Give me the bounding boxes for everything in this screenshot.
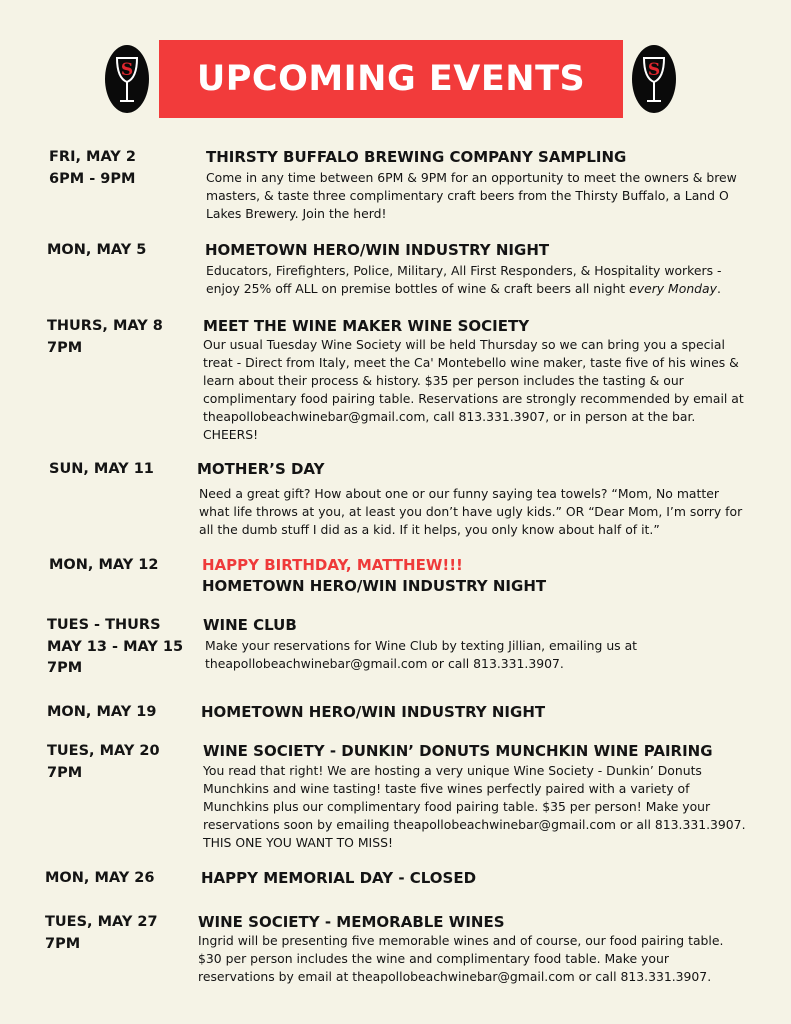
title-banner — [159, 40, 623, 118]
event-date: TUES - THURS MAY 13 - MAY 15 7PM — [47, 617, 184, 676]
event-title: HOMETOWN HERO/WIN INDUSTRY NIGHT — [202, 577, 547, 595]
event-title: HOMETOWN HERO/WIN INDUSTRY NIGHT — [205, 241, 550, 259]
description-text: Educators, Firefighters, Police, Military, All First Responders, & Hospitality workers - enjoy 25% off ALL on premise bottles of wine & craft beers all night — [206, 263, 722, 296]
description-end: . — [716, 281, 721, 296]
event-description: Make your reservations for Wine Club by texting Jillian, emailing us at theapollobeachwinebar@gmail.com or call 813.331.3907. — [205, 638, 638, 671]
event-title: HAPPY MEMORIAL DAY - CLOSED — [201, 869, 477, 887]
page-title: UPCOMING EVENTS — [196, 59, 586, 99]
event-description: Need a great gift? How about one or our funny saying tea towels? “Mom, No matter what life throws at you, at least you don’t have ugly kids.” OR “Dear Mom, I’m sorry for all the dumb stuff I did as a kid. If it helps, you only know about half of it.” — [199, 486, 743, 537]
event-description: You read that right! We are hosting a very unique Wine Society - Dunkin’ Donuts Munchkins and wine tasting! taste five wines perfectly paired with a variety of Munchkins plus our complimentary food pairing table. $35 per person! Make your reservations soon by emailing theapollobeachwinebar@gmail.com or all 813.331.3907. THIS ONE YOU WANT TO MISS! — [203, 763, 746, 850]
event-date: TUES, MAY 20 7PM — [47, 743, 160, 781]
wine-glass-logo-icon — [104, 44, 150, 114]
event-date: MON, MAY 26 — [45, 870, 155, 886]
event-date: THURS, MAY 8 7PM — [47, 318, 163, 356]
event-date: MON, MAY 19 — [47, 704, 157, 720]
description-emphasis: every Monday — [629, 281, 717, 296]
event-description — [206, 262, 751, 298]
event-title: WINE CLUB — [203, 616, 297, 634]
event-description: Our usual Tuesday Wine Society will be held Thursday so we can bring you a special treat - Direct from Italy, meet the Ca' Montebello wine maker, taste five of his wines & learn about their process & history. $35 per person includes the tasting & our complimentary food pairing table. Reservations are strongly recommended by email at theapollobeachwinebar@gmail.com, call 813.331.3907, or in person at the bar. CHEERS! — [203, 337, 744, 442]
event-description: Come in any time between 6PM & 9PM for an opportunity to meet the owners & brew masters, & taste three complimentary craft beers from the Thirsty Buffalo, a Land O Lakes Brewery. Join the herd! — [206, 170, 737, 221]
event-title: WINE SOCIETY - MEMORABLE WINES — [198, 913, 505, 931]
wine-glass-logo-icon — [631, 44, 677, 114]
logo-letter: S — [120, 60, 134, 80]
event-title: HOMETOWN HERO/WIN INDUSTRY NIGHT — [201, 703, 546, 721]
event-date: FRI, MAY 2 6PM - 9PM — [49, 149, 136, 187]
event-description: Ingrid will be presenting five memorable wines and of course, our food pairing table. $30 per person includes the wine and complimentary food table. Make your reservations by email at theapollobeachwinebar@gmail.com or call 813.331.3907. — [198, 933, 724, 984]
event-title: MOTHER’S DAY — [197, 460, 325, 478]
birthday-title: HAPPY BIRTHDAY, MATTHEW!!! — [202, 556, 463, 574]
event-date: SUN, MAY 11 — [49, 461, 154, 477]
event-title: THIRSTY BUFFALO BREWING COMPANY SAMPLING — [206, 148, 627, 166]
logo-letter: S — [647, 60, 661, 80]
event-date: MON, MAY 5 — [47, 242, 147, 258]
event-date: MON, MAY 12 — [49, 557, 159, 573]
event-title: MEET THE WINE MAKER WINE SOCIETY — [203, 317, 530, 335]
event-title: WINE SOCIETY - DUNKIN’ DONUTS MUNCHKIN WINE PAIRING — [203, 742, 713, 760]
event-date: TUES, MAY 27 7PM — [45, 914, 158, 952]
